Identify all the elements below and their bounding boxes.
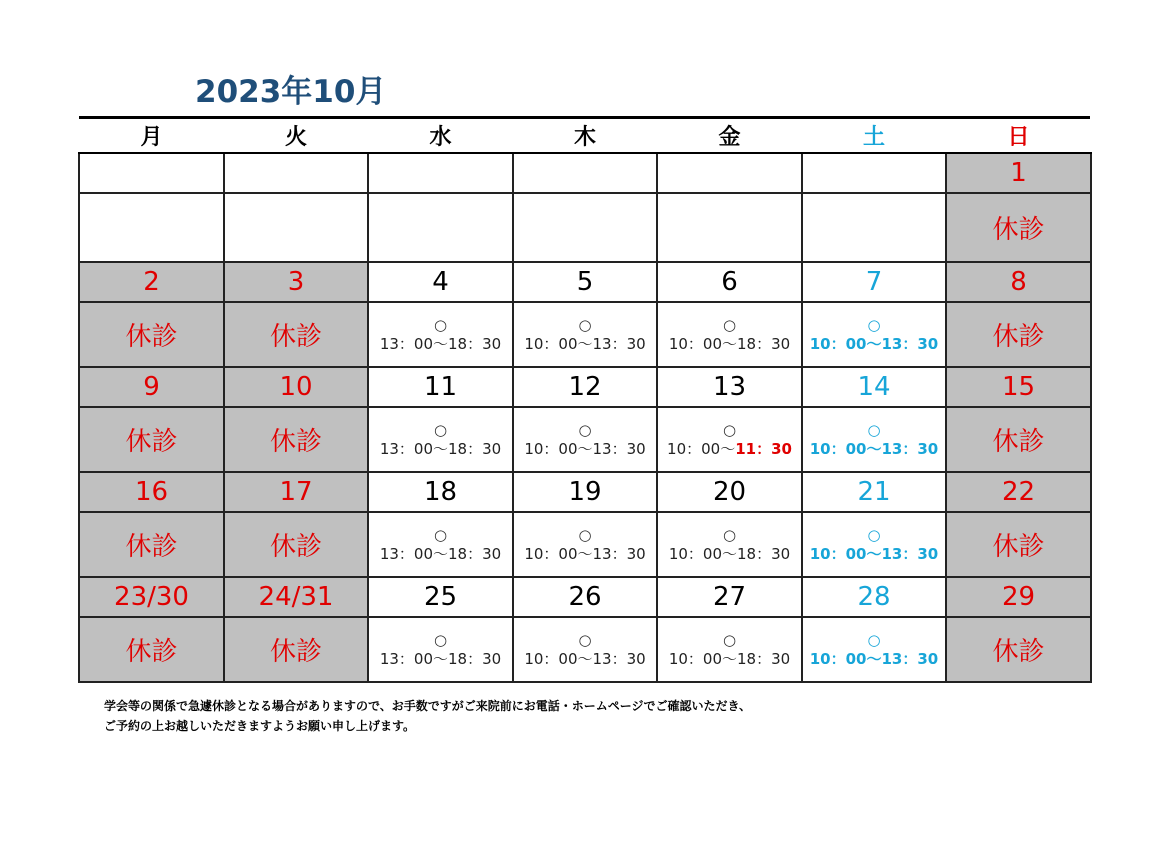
hours-text: 10：00〜18：30 (668, 334, 791, 353)
calendar-table (78, 119, 1092, 683)
date-cell-closed: 2 (79, 262, 224, 302)
hours-text: 13：00〜18：30 (379, 334, 502, 353)
info-cell-saturday (802, 302, 946, 367)
closed-label: 休診 (269, 427, 322, 457)
info-cell-closed (946, 407, 1091, 472)
info-cell-closed (224, 407, 368, 472)
hours-text: 10：00〜13：30 (809, 649, 939, 668)
week-1-info (79, 193, 1091, 262)
info-cell (657, 617, 802, 682)
open-circle-icon: ○ (722, 420, 737, 439)
date-cell (513, 153, 657, 193)
date-cell (802, 153, 946, 193)
weekday-tue: 火 (224, 119, 368, 153)
date-cell: 25 (368, 577, 513, 617)
date-cell: 26 (513, 577, 657, 617)
date-cell-saturday: 7 (802, 262, 946, 302)
date-cell: 6 (657, 262, 802, 302)
open-circle-icon: ○ (722, 525, 737, 544)
closed-label: 休診 (125, 532, 178, 562)
week-2-dates (79, 262, 1091, 302)
hours-text: 10：00〜18：30 (668, 649, 791, 668)
week-3-dates (79, 367, 1091, 407)
info-cell-closed (79, 407, 224, 472)
info-cell-closed (224, 512, 368, 577)
info-cell-closed (946, 617, 1091, 682)
notice-line-1: 学会等の関係で急遽休診となる場合がありますので、お手数ですがご来院前にお電話・ホームページでご確認いただき、 (104, 699, 752, 713)
open-circle-icon: ○ (722, 315, 737, 334)
weekday-header-row (79, 119, 1091, 153)
closed-label: 休診 (992, 322, 1045, 352)
week-5-dates (79, 577, 1091, 617)
date-cell-saturday: 28 (802, 577, 946, 617)
closed-label: 休診 (269, 532, 322, 562)
page-title: 2023年10月 (195, 74, 387, 110)
date-cell: 18 (368, 472, 513, 512)
hours-text: 10：00〜13：30 (809, 544, 939, 563)
weekday-sat: 土 (802, 119, 946, 153)
info-cell (802, 193, 946, 262)
info-cell (513, 407, 657, 472)
info-cell-saturday (802, 407, 946, 472)
hours-text (658, 439, 801, 459)
date-cell-closed: 10 (224, 367, 368, 407)
date-cell-closed: 23/30 (79, 577, 224, 617)
open-circle-icon: ○ (578, 315, 592, 334)
closed-label: 休診 (125, 322, 178, 352)
week-2-info (79, 302, 1091, 367)
weekday-fri: 金 (657, 119, 802, 153)
open-circle-icon: ○ (578, 420, 592, 439)
hours-text: 13：00〜18：30 (379, 544, 502, 563)
info-cell (368, 617, 513, 682)
info-cell (513, 512, 657, 577)
weekday-mon: 月 (79, 119, 224, 153)
hours-text: 10：00〜13：30 (524, 334, 646, 353)
hours-text: 10：00〜13：30 (524, 544, 646, 563)
date-cell-closed: 29 (946, 577, 1091, 617)
hours-text: 13：00〜18：30 (379, 439, 502, 458)
info-cell (657, 512, 802, 577)
closed-label: 休診 (125, 637, 178, 667)
date-cell-closed: 24/31 (224, 577, 368, 617)
date-cell: 12 (513, 367, 657, 407)
info-cell-closed (224, 302, 368, 367)
date-cell-saturday: 21 (802, 472, 946, 512)
info-cell (657, 193, 802, 262)
closed-label: 休診 (992, 637, 1045, 667)
open-circle-icon: ○ (433, 315, 448, 334)
closed-label: 休診 (992, 427, 1045, 457)
date-cell-closed: 16 (79, 472, 224, 512)
open-circle-icon: ○ (867, 420, 881, 439)
date-cell-closed: 22 (946, 472, 1091, 512)
date-cell: 5 (513, 262, 657, 302)
closed-label: 休診 (992, 215, 1045, 245)
hours-end-early: 11：30 (735, 439, 792, 458)
info-cell (368, 193, 513, 262)
open-circle-icon: ○ (722, 630, 737, 649)
info-cell-saturday (802, 617, 946, 682)
date-cell: 4 (368, 262, 513, 302)
info-cell (513, 193, 657, 262)
closed-label: 休診 (125, 427, 178, 457)
closed-label: 休診 (992, 532, 1045, 562)
date-cell: 20 (657, 472, 802, 512)
hours-text: 10：00〜13：30 (524, 649, 646, 668)
date-cell-closed: 15 (946, 367, 1091, 407)
info-cell (368, 302, 513, 367)
date-cell (368, 153, 513, 193)
date-cell-saturday: 14 (802, 367, 946, 407)
info-cell (513, 617, 657, 682)
date-cell (79, 153, 224, 193)
open-circle-icon: ○ (578, 525, 592, 544)
weekday-thu: 木 (513, 119, 657, 153)
hours-text: 10：00〜13：30 (809, 334, 939, 353)
open-circle-icon: ○ (433, 630, 448, 649)
week-5-info (79, 617, 1091, 682)
info-cell-closed (79, 617, 224, 682)
closed-label: 休診 (269, 322, 322, 352)
date-cell-closed: 3 (224, 262, 368, 302)
date-cell: 19 (513, 472, 657, 512)
info-cell-closed (79, 512, 224, 577)
closed-label: 休診 (269, 637, 322, 667)
info-cell-closed (946, 302, 1091, 367)
open-circle-icon: ○ (578, 630, 592, 649)
hours-text: 10：00〜18：30 (668, 544, 791, 563)
open-circle-icon: ○ (867, 525, 881, 544)
date-cell-closed: 9 (79, 367, 224, 407)
info-cell-closed (946, 193, 1091, 262)
open-circle-icon: ○ (433, 525, 448, 544)
info-cell (368, 407, 513, 472)
info-cell (79, 193, 224, 262)
info-cell (224, 193, 368, 262)
info-cell (513, 302, 657, 367)
date-cell-closed: 1 (946, 153, 1091, 193)
week-4-info (79, 512, 1091, 577)
info-cell (657, 407, 802, 472)
weekday-sun: 日 (946, 119, 1091, 153)
hours-text: 13：00〜18：30 (379, 649, 502, 668)
info-cell-saturday (802, 512, 946, 577)
date-cell-closed: 17 (224, 472, 368, 512)
date-cell: 27 (657, 577, 802, 617)
week-4-dates (79, 472, 1091, 512)
weekday-wed: 水 (368, 119, 513, 153)
open-circle-icon: ○ (867, 315, 881, 334)
date-cell: 11 (368, 367, 513, 407)
date-cell (657, 153, 802, 193)
info-cell-closed (224, 617, 368, 682)
date-cell: 13 (657, 367, 802, 407)
date-cell (224, 153, 368, 193)
hours-start: 10：00〜 (667, 439, 736, 458)
info-cell (657, 302, 802, 367)
date-cell-closed: 8 (946, 262, 1091, 302)
hours-text: 10：00〜13：30 (524, 439, 646, 458)
open-circle-icon: ○ (867, 630, 881, 649)
open-circle-icon: ○ (433, 420, 448, 439)
week-3-info (79, 407, 1091, 472)
info-cell (368, 512, 513, 577)
info-cell-closed (946, 512, 1091, 577)
info-cell-closed (79, 302, 224, 367)
notice-line-2: ご予約の上お越しいただきますようお願い申し上げます。 (104, 719, 416, 733)
hours-text: 10：00〜13：30 (809, 439, 939, 458)
week-1-dates (79, 153, 1091, 193)
